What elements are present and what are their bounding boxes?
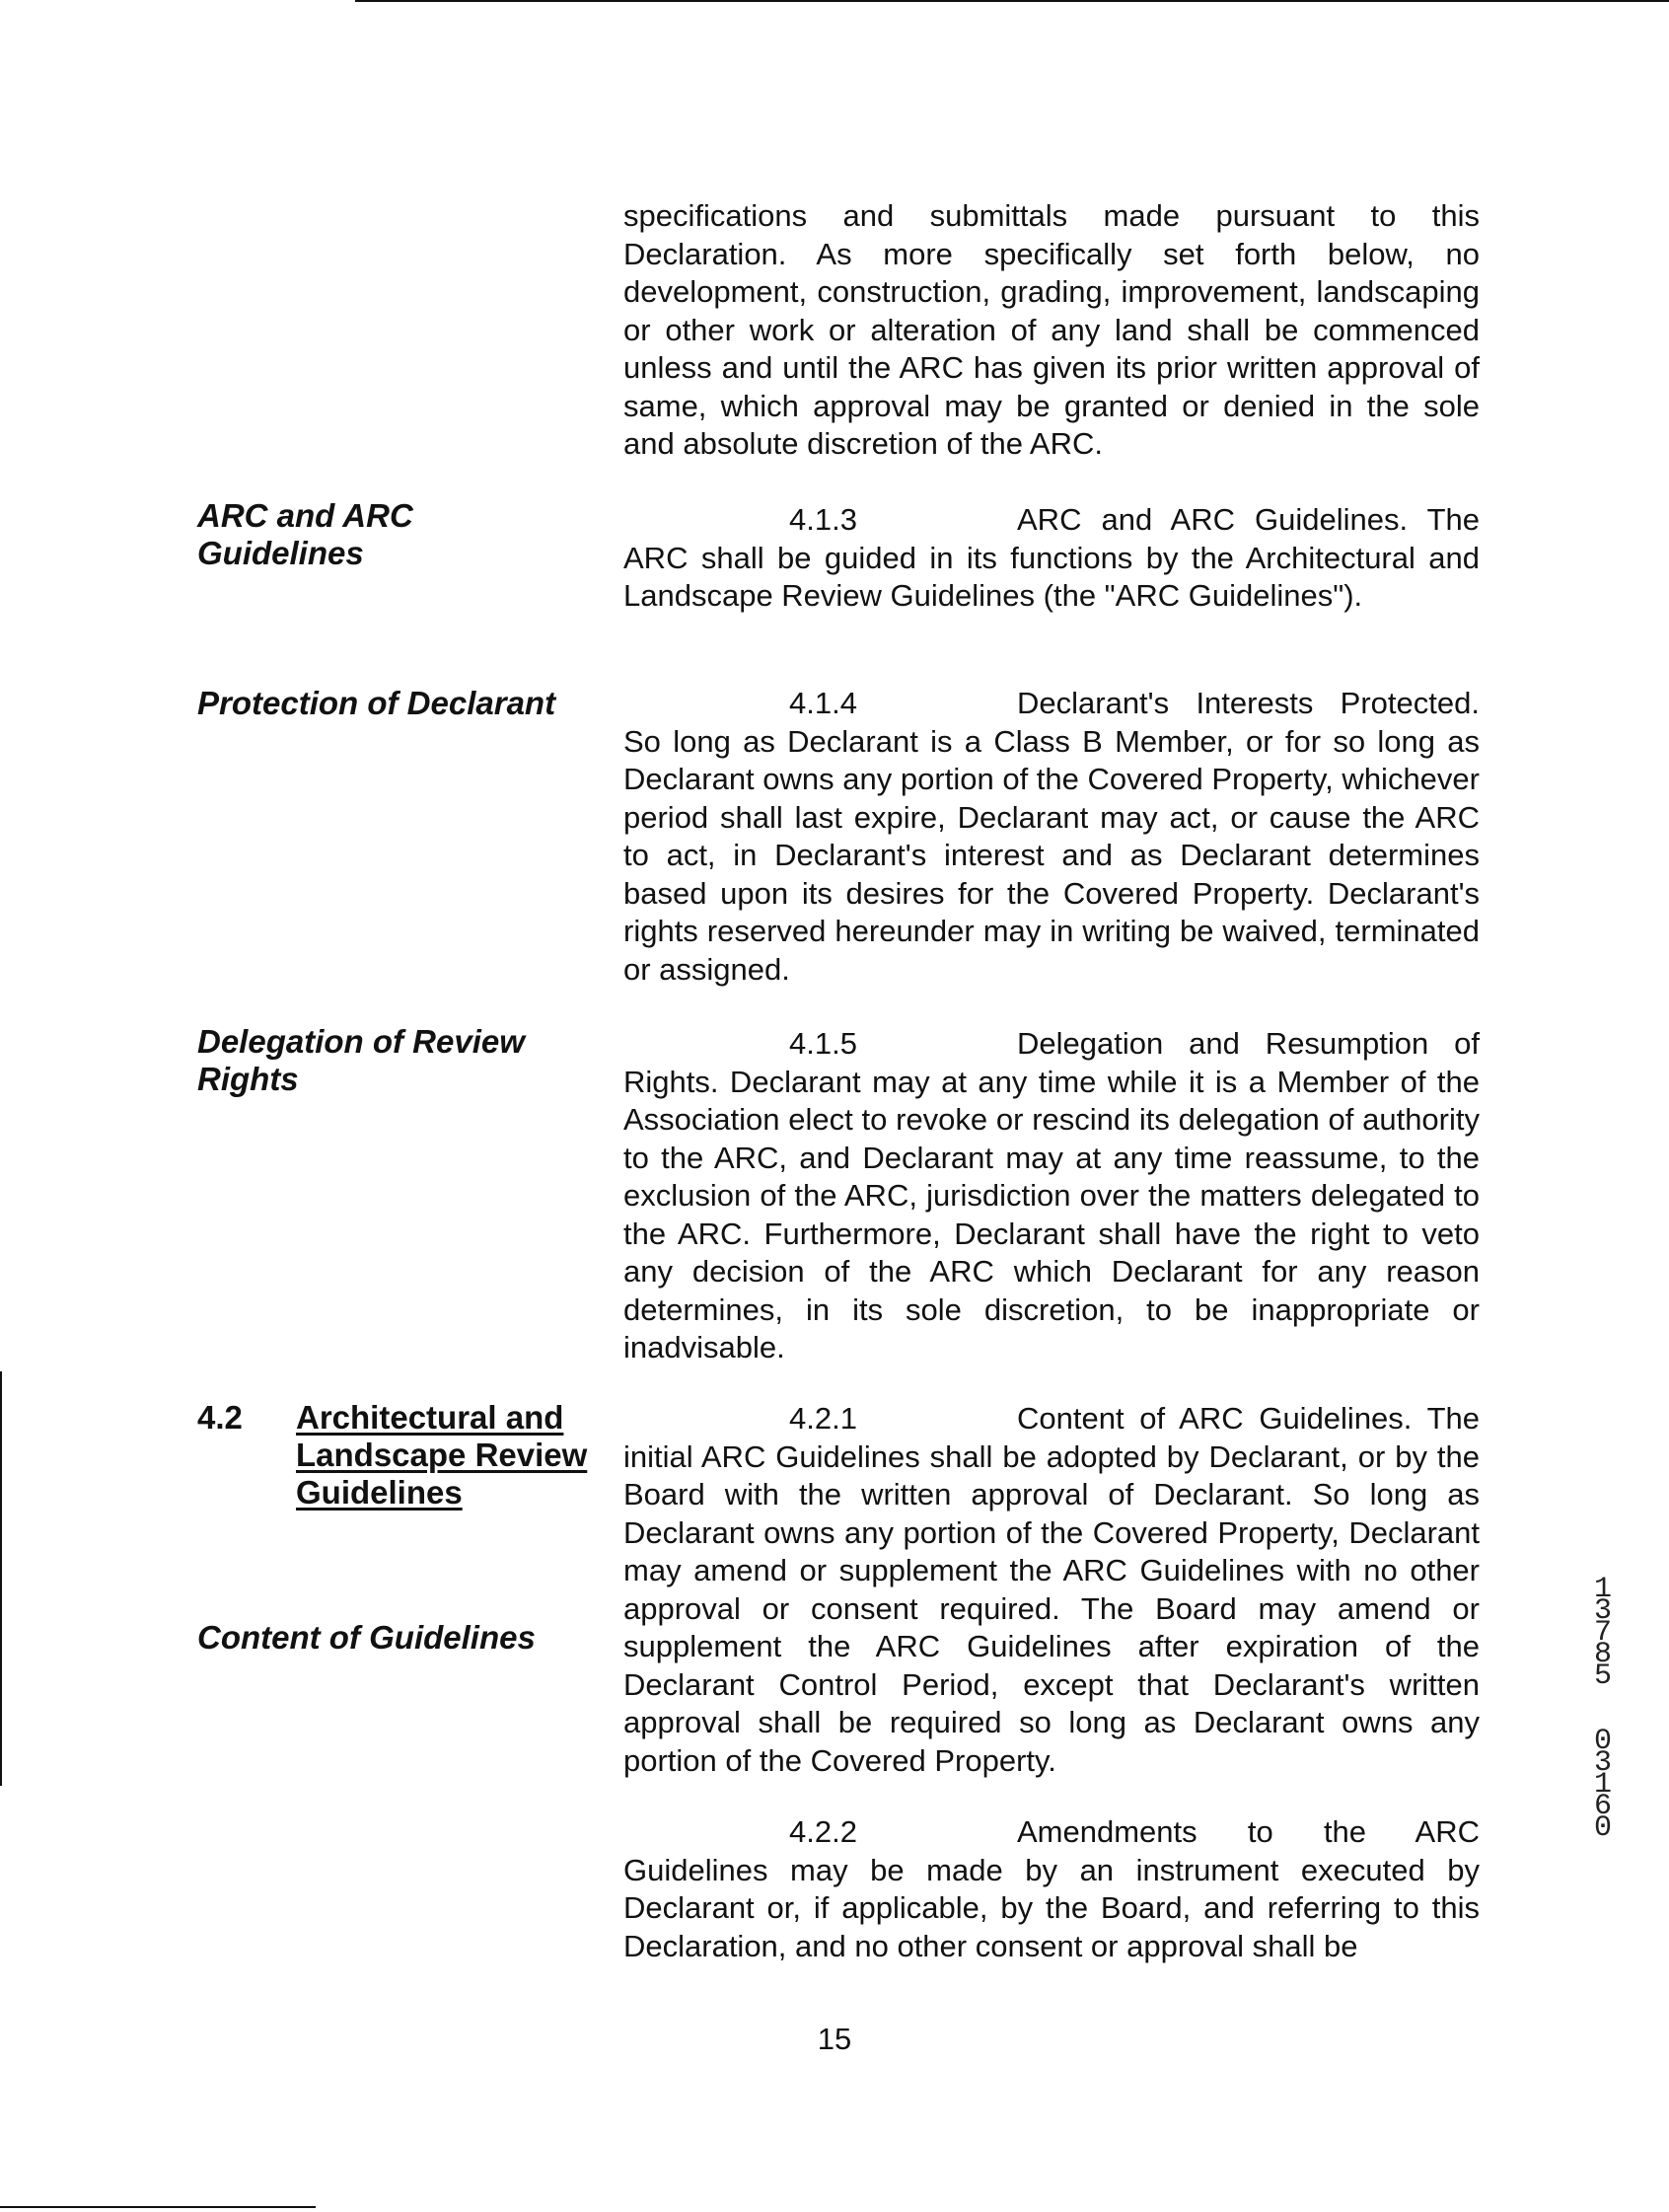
margin-heading-arc-guidelines — [197, 497, 413, 572]
paragraph-number: 4.2.2 — [789, 1814, 857, 1849]
section-number: 4.2 — [197, 1399, 243, 1436]
margin-heading-protection-of-declarant — [197, 685, 555, 722]
section-title-line: Guidelines — [296, 1474, 463, 1511]
paragraph-body: Delegation and Resumption of Rights. Declarant may at any time while it is a Member of the Association elect to revoke or rescind its delegation of authority to the ARC, and Declarant may at any time reassume, to the exclusion of the ARC, jurisdiction over the matters delegated to the ARC. Furthermore, Declarant shall have the right to veto any decision of the ARC which Declarant for any reason determines, in its sole discretion, to be inappropriate or inadvisable. — [623, 1026, 1480, 1364]
recording-stamp: 1 3 7 8 5 0 3 1 6 0 — [1593, 1573, 1612, 1845]
paragraph-4-2-2 — [623, 1813, 1480, 1965]
margin-heading-line: ARC and ARC — [197, 497, 413, 534]
paragraph-body: ARC and ARC Guidelines. The ARC shall be guided in its functions by the Architectural and Landscape Review Guidelines (the "ARC Guidelines"). — [623, 502, 1480, 613]
paragraph-number: 4.1.4 — [789, 686, 857, 720]
paragraph-number: 4.1.3 — [789, 502, 857, 537]
paragraph-body: Content of ARC Guidelines. The initial ARC Guidelines shall be adopted by Declarant, or by the Board with the written approval of Declarant. So long as Declarant owns any portion of the Covered Property, Declarant may amend or supplement the ARC Guidelines with no other approval or consent required. The Board may amend or supplement the ARC Guidelines after expiration of the Declarant Control Period, except that Declarant's written approval shall be required so long as Declarant owns any portion of the Covered Property. — [623, 1401, 1480, 1778]
margin-heading-line: Delegation of Review — [197, 1023, 525, 1060]
paragraph-body: Amendments to the ARC Guidelines may be made by an instrument executed by Declarant or, if applicable, by the Board, and referring to this Declaration, and no other consent or approval shall be — [623, 1814, 1480, 1963]
margin-heading-line: Content of Guidelines — [197, 1619, 536, 1656]
paragraph-4-1-5 — [623, 1025, 1480, 1367]
paragraph-4-1-4 — [623, 685, 1480, 989]
section-title-line: Architectural and — [296, 1399, 564, 1436]
margin-heading-content-of-guidelines — [197, 1619, 536, 1657]
section-title-line: Landscape Review — [296, 1437, 588, 1473]
page-number: 15 — [817, 2022, 852, 2056]
scan-edge-bottom — [0, 2206, 316, 2208]
continuation-paragraph-text: specifications and submittals made pursuant to this Declaration. As more specifically set forth below, no development, construction, grading, improvement, landscaping or other work or alteration of any land shall be commenced unless and until the ARC has given its prior written approval of same, which approval may be granted or denied in the sole and absolute discretion of the ARC. — [623, 198, 1480, 461]
paragraph-number: 4.1.5 — [789, 1026, 857, 1061]
margin-heading-line: Rights — [197, 1061, 299, 1097]
continuation-paragraph — [623, 197, 1480, 464]
margin-heading-delegation-of-review-rights — [197, 1023, 525, 1098]
paragraph-4-2-1 — [623, 1400, 1480, 1780]
paragraph-number: 4.2.1 — [789, 1401, 857, 1436]
margin-heading-line: Protection of Declarant — [197, 685, 556, 721]
scan-edge-left — [0, 1371, 2, 1786]
section-title — [296, 1399, 621, 1512]
margin-heading-line: Guidelines — [197, 535, 364, 571]
paragraph-4-1-3 — [623, 501, 1480, 616]
paragraph-body: Declarant's Interests Protected. So long as Declarant is a Class B Member, or for so long as Declarant owns any portion of the Covered Property, whichever period shall last expire, Declarant may act, or cause the ARC to act, in Declarant's interest and as Declarant determines based upon its desires for the Covered Property. Declarant's rights reserved hereunder may in writing be waived, terminated or assigned. — [623, 686, 1480, 987]
scan-edge-top — [355, 0, 1669, 2]
